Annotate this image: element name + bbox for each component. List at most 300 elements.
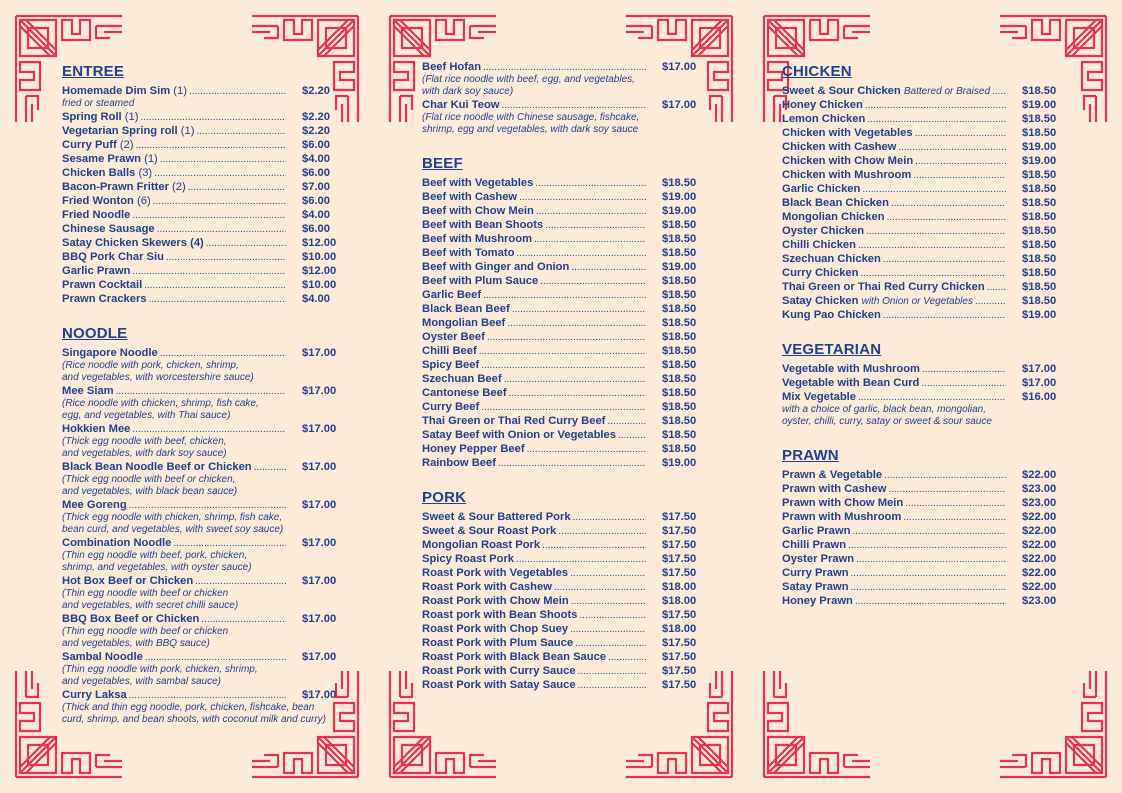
- menu-panel-right: [748, 0, 1122, 793]
- item-price: $7.00: [302, 181, 330, 193]
- menu-item: [62, 384, 352, 422]
- item-name: Honey Pepper Beef: [422, 443, 525, 455]
- item-price: $17.00: [302, 613, 337, 625]
- item-price: $18.50: [662, 373, 697, 385]
- menu-item: [422, 510, 712, 524]
- dot-leader: [136, 139, 287, 153]
- dot-leader: [987, 281, 1006, 295]
- item-name: Black Bean Noodle Beef or Chicken: [62, 461, 252, 473]
- menu-item: [422, 636, 712, 650]
- item-name: Roast Pork with Chow Mein: [422, 595, 569, 607]
- corner-ornament: [762, 669, 872, 779]
- section-title: NOODLE: [62, 325, 128, 342]
- dot-leader: [527, 443, 646, 457]
- menu-item: [62, 292, 352, 306]
- item-price: $17.00: [302, 537, 337, 549]
- item-name: Sesame Prawn: [62, 153, 141, 165]
- item-name: Satay Chicken Skewers (4): [62, 237, 204, 249]
- menu-item: [422, 664, 712, 678]
- item-price: $12.00: [302, 265, 337, 277]
- item-price: $18.50: [662, 275, 697, 287]
- item-name: Mongolian Beef: [422, 317, 506, 329]
- dot-leader: [535, 177, 646, 191]
- menu-item: [62, 222, 352, 236]
- item-name: Kung Pao Chicken: [782, 309, 881, 321]
- menu-item: [782, 552, 1072, 566]
- menu-column: [62, 60, 352, 742]
- item-name: Hot Box Beef or Chicken: [62, 575, 194, 587]
- item-name: Prawn with Chow Mein: [782, 497, 904, 509]
- dot-leader: [145, 651, 286, 665]
- item-price: $4.00: [302, 293, 330, 305]
- item-price: $17.00: [662, 61, 697, 73]
- dot-leader: [498, 457, 646, 471]
- dot-leader: [898, 141, 1006, 155]
- item-name: Fried Wonton: [62, 195, 134, 207]
- item-name: Garlic Prawn: [62, 265, 131, 277]
- menu-item: [62, 498, 352, 536]
- dot-leader: [196, 125, 286, 139]
- menu-item: [422, 678, 712, 692]
- item-price: $17.50: [662, 525, 697, 537]
- item-price: $17.00: [302, 385, 337, 397]
- item-price: $19.00: [1022, 155, 1057, 167]
- menu-item: [782, 266, 1072, 280]
- item-name: Chilli Chicken: [782, 239, 856, 251]
- dot-leader: [173, 537, 286, 551]
- menu-item: [422, 232, 712, 246]
- dot-leader: [254, 461, 286, 475]
- item-price: $17.00: [302, 347, 337, 359]
- menu-item: [62, 536, 352, 574]
- menu-item: [422, 330, 712, 344]
- dot-leader: [153, 195, 286, 209]
- dot-leader: [519, 191, 646, 205]
- item-price: $17.00: [302, 423, 337, 435]
- menu-item: [422, 260, 712, 274]
- dot-leader: [116, 385, 286, 399]
- dot-leader: [858, 239, 1006, 253]
- dot-leader: [575, 637, 646, 651]
- item-name: Prawn Crackers: [62, 293, 147, 305]
- section-title: PORK: [422, 489, 467, 506]
- menu-item: [782, 224, 1072, 238]
- item-name: Chicken with Cashew: [782, 141, 897, 153]
- item-price: $18.50: [662, 303, 697, 315]
- dot-leader: [975, 295, 1006, 309]
- item-price: $17.00: [302, 689, 337, 701]
- item-name: Satay Prawn: [782, 581, 849, 593]
- item-name: Fried Noodle: [62, 209, 131, 221]
- dot-leader: [865, 99, 1006, 113]
- item-name: Roast Pork with Satay Sauce: [422, 679, 576, 691]
- dot-leader: [915, 155, 1006, 169]
- menu-item: [422, 456, 712, 470]
- item-description: (Rice noodle with pork, chicken, shrimp, and vegetables, with worcestershire sauce): [62, 360, 254, 383]
- menu-item: [782, 210, 1072, 224]
- menu-item: [782, 182, 1072, 196]
- item-name: Sweet & Sour Roast Pork: [422, 525, 557, 537]
- item-description: (Thick egg noodle with beef, chicken, and vegetables, with dark soy sauce): [62, 436, 227, 459]
- item-price: $18.50: [1022, 225, 1057, 237]
- item-name: Garlic Chicken: [782, 183, 861, 195]
- item-name: Beef with Vegetables: [422, 177, 534, 189]
- menu-item: [62, 574, 352, 612]
- dot-leader: [512, 303, 646, 317]
- dot-leader: [855, 595, 1006, 609]
- item-price: $19.00: [1022, 309, 1057, 321]
- item-price: $18.50: [1022, 183, 1057, 195]
- item-price: $17.50: [662, 553, 697, 565]
- menu-item: [782, 238, 1072, 252]
- menu-item: [782, 538, 1072, 552]
- item-price: $6.00: [302, 167, 330, 179]
- dot-leader: [545, 219, 646, 233]
- item-price: $18.50: [1022, 127, 1057, 139]
- menu-item: [422, 524, 712, 538]
- menu-section: [62, 60, 352, 306]
- menu-item: [422, 344, 712, 358]
- item-name: Beef with Tomato: [422, 247, 515, 259]
- menu-item: [782, 98, 1072, 112]
- dot-leader: [132, 265, 286, 279]
- item-description: fried or steamed: [62, 98, 135, 109]
- item-name: Mongolian Chicken: [782, 211, 885, 223]
- dot-leader: [149, 293, 286, 307]
- dot-leader: [883, 309, 1006, 323]
- menu-item: [782, 510, 1072, 524]
- item-description: (Flat rice noodle with Chinese sausage, fishcake, shrimp, egg and vegetables, with dark soy sauce: [422, 112, 640, 135]
- item-description: (Thin egg noodle with beef, pork, chicken, shrimp, and vegetables, with oyster sauce): [62, 550, 252, 573]
- dot-leader: [160, 347, 286, 361]
- item-price: $22.00: [1022, 553, 1057, 565]
- dot-leader: [195, 575, 286, 589]
- item-name: Prawn & Vegetable: [782, 469, 883, 481]
- dot-leader: [888, 483, 1006, 497]
- menu-section: [422, 486, 712, 692]
- dot-leader: [571, 261, 646, 275]
- menu-item: [62, 264, 352, 278]
- dot-leader: [132, 209, 286, 223]
- item-name: Szechuan Chicken: [782, 253, 881, 265]
- item-price: $18.50: [662, 443, 697, 455]
- dot-leader: [921, 377, 1006, 391]
- section-title: CHICKEN: [782, 63, 852, 80]
- menu-item: [422, 98, 712, 136]
- section-title: PRAWN: [782, 447, 839, 464]
- menu-item: [422, 190, 712, 204]
- item-price: $19.00: [662, 191, 697, 203]
- item-description: (Thick egg noodle with beef or chicken, and vegetables, with black bean sauce): [62, 474, 238, 497]
- menu-item: [782, 580, 1072, 594]
- item-price: $17.00: [1022, 363, 1057, 375]
- menu-column: [782, 60, 1072, 624]
- menu-item: [62, 110, 352, 124]
- menu-item: [422, 594, 712, 608]
- item-name: BBQ Pork Char Siu: [62, 251, 164, 263]
- item-name: Roast Pork with Curry Sauce: [422, 665, 576, 677]
- menu-item: [782, 308, 1072, 322]
- item-price: $18.50: [1022, 85, 1057, 97]
- dot-leader: [618, 429, 646, 443]
- menu-item: [62, 152, 352, 166]
- item-price: $18.50: [1022, 211, 1057, 223]
- item-price: $18.00: [662, 595, 697, 607]
- dot-leader: [483, 289, 646, 303]
- item-price: $18.50: [1022, 197, 1057, 209]
- dot-leader: [848, 539, 1006, 553]
- menu-section: [422, 152, 712, 470]
- dot-leader: [483, 61, 646, 75]
- item-price: $18.50: [1022, 295, 1057, 307]
- item-description: with a choice of garlic, black bean, mongolian, oyster, chilli, curry, satay or sweet & sour sauce: [782, 404, 992, 427]
- dot-leader: [487, 331, 646, 345]
- item-name: Honey Chicken: [782, 99, 863, 111]
- item-name: Black Bean Beef: [422, 303, 510, 315]
- dot-leader: [504, 373, 646, 387]
- menu-item: [782, 84, 1072, 98]
- dot-leader: [481, 401, 646, 415]
- dot-leader: [852, 525, 1006, 539]
- dot-leader: [573, 511, 646, 525]
- menu-item: [422, 316, 712, 330]
- item-price: $17.00: [302, 575, 337, 587]
- item-price: $22.00: [1022, 525, 1057, 537]
- item-description: (Rice noodle with chicken, shrimp, fish cake, egg, and vegetables, with Thai sauce): [62, 398, 259, 421]
- menu-item: [422, 358, 712, 372]
- dot-leader: [915, 127, 1006, 141]
- menu-item: [422, 552, 712, 566]
- menu-item: [782, 468, 1072, 482]
- dot-leader: [129, 499, 286, 513]
- item-price: $22.00: [1022, 511, 1057, 523]
- dot-leader: [558, 525, 646, 539]
- item-name: Garlic Beef: [422, 289, 482, 301]
- item-name: Roast Pork with Black Bean Sauce: [422, 651, 607, 663]
- menu-section: [782, 444, 1072, 608]
- item-price: $18.50: [662, 359, 697, 371]
- menu-item: [782, 140, 1072, 154]
- item-name: Spicy Beef: [422, 359, 480, 371]
- item-name: Vegetable with Bean Curd: [782, 377, 920, 389]
- item-inline-note: with Onion or Vegetables: [861, 296, 973, 307]
- dot-leader: [578, 665, 646, 679]
- dot-leader: [166, 251, 286, 265]
- dot-leader: [554, 581, 646, 595]
- item-name: Roast Pork with Chop Suey: [422, 623, 569, 635]
- menu-section: [782, 338, 1072, 428]
- item-price: $18.50: [662, 289, 697, 301]
- item-name: Curry Chicken: [782, 267, 859, 279]
- dot-leader: [860, 267, 1006, 281]
- menu-item: [422, 622, 712, 636]
- section-title: BEEF: [422, 155, 463, 172]
- item-price: $23.00: [1022, 595, 1057, 607]
- item-price: $18.50: [662, 219, 697, 231]
- item-description: (Thick and thin egg noodle, pork, chicken, fishcake, bean curd, shrimp, and bean shoots, with coconut milk and curry): [62, 702, 327, 725]
- item-description: (Thin egg noodle with beef or chicken and vegetables, with secret chilli sauce): [62, 588, 239, 611]
- item-price: $18.50: [1022, 239, 1057, 251]
- menu-item: [62, 688, 352, 726]
- item-description: (Thick egg noodle with chicken, shrimp, fish cake, bean curd, and vegetables, with sweet soy sauce): [62, 512, 284, 535]
- item-price: $10.00: [302, 279, 337, 291]
- corner-ornament: [998, 669, 1108, 779]
- item-quantity: (1): [173, 85, 187, 97]
- item-price: $23.00: [1022, 483, 1057, 495]
- menu-item: [422, 176, 712, 190]
- dot-leader: [132, 423, 286, 437]
- menu-item: [422, 580, 712, 594]
- dot-leader: [887, 211, 1006, 225]
- item-quantity: (1): [180, 125, 195, 137]
- item-price: $6.00: [302, 139, 330, 151]
- menu-item: [62, 278, 352, 292]
- menu-item: [782, 168, 1072, 182]
- item-price: $18.00: [662, 581, 697, 593]
- menu-item: [422, 566, 712, 580]
- menu-item: [782, 362, 1072, 376]
- menu-item: [782, 566, 1072, 580]
- item-name: Vegetable with Mushroom: [782, 363, 920, 375]
- menu-item: [422, 650, 712, 664]
- menu-item: [782, 280, 1072, 294]
- item-price: $10.00: [302, 251, 337, 263]
- item-name: Szechuan Beef: [422, 373, 502, 385]
- item-name: Curry Laksa: [62, 689, 127, 701]
- item-price: $4.00: [302, 209, 330, 221]
- item-price: $6.00: [302, 223, 330, 235]
- item-price: $18.50: [662, 387, 697, 399]
- item-name: Hokkien Mee: [62, 423, 131, 435]
- item-inline-note: Battered or Braised: [903, 86, 991, 97]
- dot-leader: [570, 567, 646, 581]
- dot-leader: [507, 317, 646, 331]
- dot-leader: [922, 363, 1006, 377]
- menu-item: [62, 460, 352, 498]
- item-price: $22.00: [1022, 469, 1057, 481]
- menu-item: [422, 538, 712, 552]
- item-price: $12.00: [302, 237, 337, 249]
- menu-item: [422, 400, 712, 414]
- menu-item: [62, 180, 352, 194]
- item-price: $19.00: [662, 457, 697, 469]
- menu-item: [422, 608, 712, 622]
- menu-section: [782, 60, 1072, 322]
- item-price: $16.00: [1022, 391, 1057, 403]
- item-price: $6.00: [302, 195, 330, 207]
- item-name: Beef with Chow Mein: [422, 205, 534, 217]
- dot-leader: [540, 275, 646, 289]
- item-name: Spring Roll: [62, 111, 122, 123]
- item-description: (Thin egg noodle with pork, chicken, shrimp, and vegetables, with sambal sauce): [62, 664, 258, 687]
- menu-item: [422, 218, 712, 232]
- menu-item: [422, 302, 712, 316]
- item-price: $17.50: [662, 637, 697, 649]
- item-name: Mee Goreng: [62, 499, 127, 511]
- item-price: $17.00: [1022, 377, 1057, 389]
- menu-item: [422, 372, 712, 386]
- item-price: $4.00: [302, 153, 330, 165]
- menu-item: [782, 294, 1072, 308]
- item-name: Char Kui Teow: [422, 99, 500, 111]
- dot-leader: [188, 181, 286, 195]
- fretwork-ornament: [762, 669, 872, 779]
- menu-item: [62, 84, 352, 110]
- menu-section: [62, 322, 352, 726]
- item-name: Chilli Beef: [422, 345, 477, 357]
- dot-leader: [479, 345, 646, 359]
- dot-leader: [867, 113, 1006, 127]
- menu-item: [422, 204, 712, 218]
- item-name: Cantonese Beef: [422, 387, 507, 399]
- item-price: $18.50: [662, 429, 697, 441]
- dot-leader: [884, 469, 1006, 483]
- menu-item: [62, 250, 352, 264]
- section-title: ENTREE: [62, 63, 125, 80]
- item-name: Curry Beef: [422, 401, 480, 413]
- item-name: BBQ Box Beef or Chicken: [62, 613, 200, 625]
- item-name: Combination Noodle: [62, 537, 172, 549]
- item-name: Chicken Balls: [62, 167, 136, 179]
- menu-item: [782, 376, 1072, 390]
- item-quantity: (2): [119, 139, 134, 151]
- item-name: Rainbow Beef: [422, 457, 496, 469]
- item-name: Chicken with Vegetables: [782, 127, 913, 139]
- dot-leader: [481, 359, 646, 373]
- dot-leader: [905, 497, 1006, 511]
- dot-leader: [534, 233, 646, 247]
- item-price: $19.00: [1022, 141, 1057, 153]
- dot-leader: [502, 99, 647, 113]
- item-price: $18.50: [662, 331, 697, 343]
- item-name: Mee Siam: [62, 385, 114, 397]
- item-price: $2.20: [302, 85, 330, 97]
- menu-item: [782, 126, 1072, 140]
- item-price: $17.00: [302, 499, 337, 511]
- item-name: Roast Pork with Cashew: [422, 581, 552, 593]
- menu-item: [422, 386, 712, 400]
- menu-item: [62, 138, 352, 152]
- item-price: $2.20: [302, 125, 330, 137]
- item-quantity: (6): [137, 195, 151, 207]
- dot-leader: [851, 567, 1006, 581]
- dot-leader: [129, 689, 286, 703]
- item-price: $18.00: [662, 623, 697, 635]
- menu-item: [782, 196, 1072, 210]
- item-name: Sweet & Sour Chicken: [782, 85, 901, 97]
- item-name: Chicken with Chow Mein: [782, 155, 914, 167]
- item-name: Oyster Chicken: [782, 225, 865, 237]
- item-price: $19.00: [1022, 99, 1057, 111]
- menu-panel-middle: [374, 0, 748, 793]
- item-name: Homemade Dim Sim: [62, 85, 171, 97]
- item-price: $18.50: [1022, 169, 1057, 181]
- item-price: $18.50: [662, 247, 697, 259]
- item-name: Satay Beef with Onion or Vegetables: [422, 429, 616, 441]
- item-price: $17.50: [662, 651, 697, 663]
- item-price: $18.50: [662, 233, 697, 245]
- item-name: Beef Hofan: [422, 61, 482, 73]
- menu-item: [782, 154, 1072, 168]
- item-name: Bacon-Prawn Fritter: [62, 181, 169, 193]
- item-description: (Flat rice noodle with beef, egg, and vegetables, with dark soy sauce): [422, 74, 635, 97]
- item-price: $18.50: [662, 401, 697, 413]
- item-name: Curry Puff: [62, 139, 117, 151]
- item-name: Beef with Mushroom: [422, 233, 533, 245]
- item-name: Chilli Prawn: [782, 539, 847, 551]
- item-name: Oyster Prawn: [782, 553, 855, 565]
- item-price: $22.00: [1022, 581, 1057, 593]
